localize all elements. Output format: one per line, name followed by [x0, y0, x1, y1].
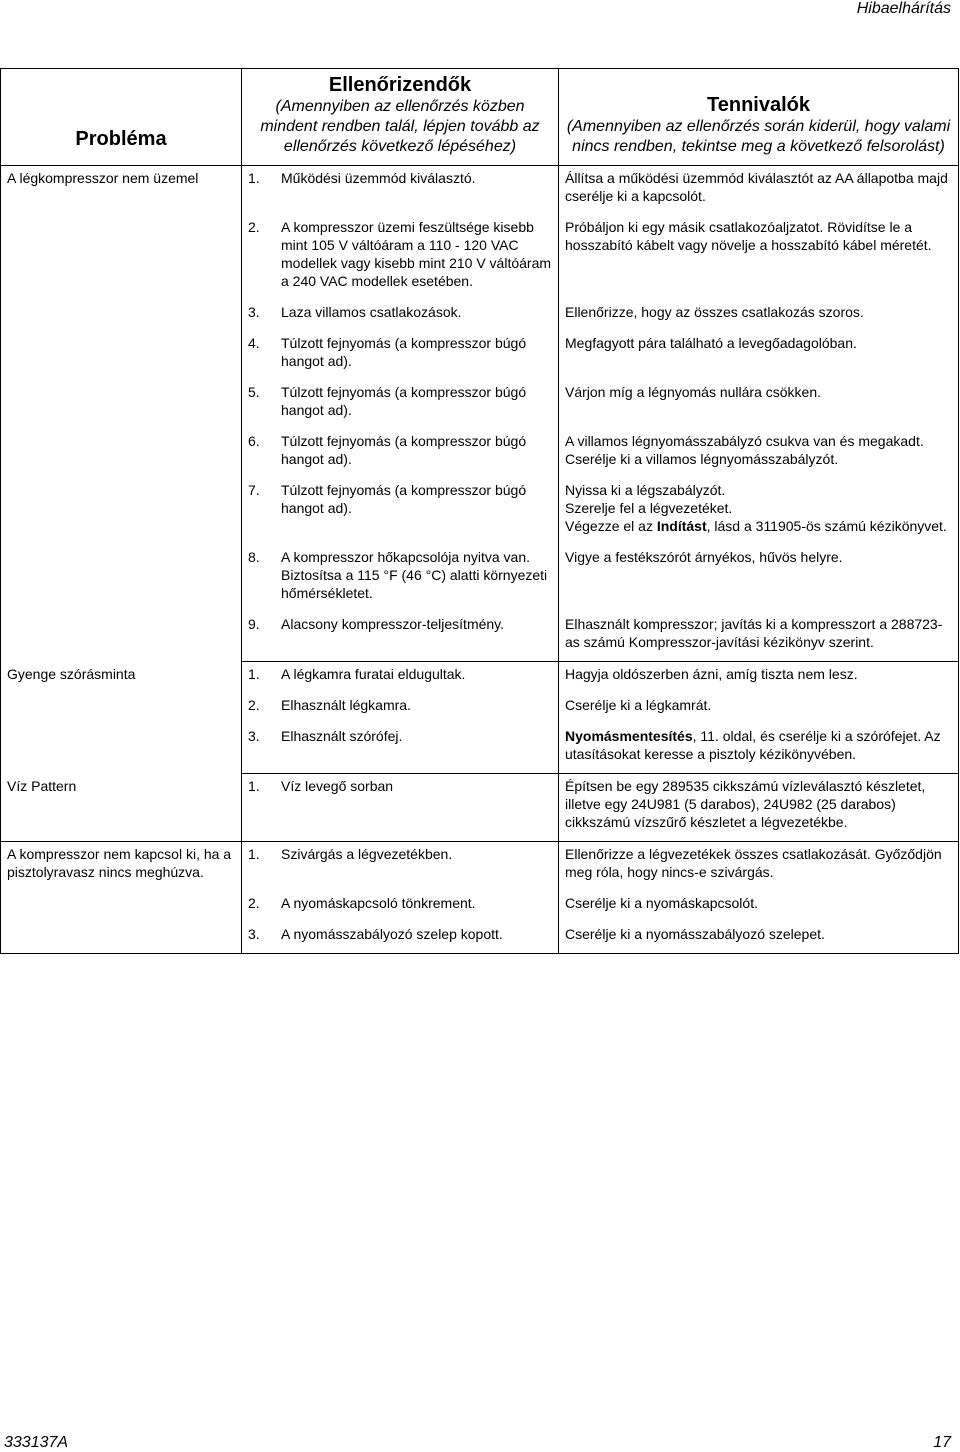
- action-text: Nyissa ki a légszabályzót. Szerelje fel a légvezetéket. Végezze el az: [565, 482, 733, 534]
- action-cell: [559, 662, 959, 694]
- check-item: [248, 334, 552, 370]
- problem-cell: Gyenge szórásminta: [1, 662, 242, 774]
- action-emphasis: Indítást: [656, 518, 707, 534]
- check-cell: [242, 166, 559, 216]
- action-cell: [559, 842, 959, 892]
- check-text: Működési üzemmód kiválasztó.: [281, 170, 476, 186]
- check-item: [248, 481, 552, 517]
- check-number: 1.: [248, 170, 260, 186]
- problem-cell: A kompresszor nem kapcsol ki, ha a pisztolyravasz nincs meghúzva.: [1, 842, 242, 954]
- action-text: , 11. oldal, és cserélje ki a szórófejet. Az utasításokat keresse a pisztoly kézikönyvében.: [565, 728, 941, 762]
- check-text: A kompresszor üzemi feszültsége kisebb mint 105 V váltóáram a 110 - 120 VAC modellek vagy kisebb mint 210 V váltóáram a 240 VAC modellek esetében.: [281, 219, 552, 289]
- action-cell: [559, 891, 959, 922]
- check-cell: [242, 891, 559, 922]
- check-number: 9.: [248, 616, 260, 632]
- check-number: 7.: [248, 482, 260, 498]
- check-text: A légkamra furatai eldugultak.: [281, 666, 466, 682]
- check-item: [248, 845, 552, 863]
- action-text: Megfagyott pára található a levegőadagolóban.: [565, 335, 857, 351]
- check-cell: [242, 724, 559, 774]
- action-text: Ellenőrizze, hogy az összes csatlakozás szoros.: [565, 304, 864, 320]
- action-cell: [559, 545, 959, 612]
- table-row: [1, 842, 959, 892]
- check-text: Elhasznált légkamra.: [281, 697, 411, 713]
- document-number: 333137A: [4, 1434, 69, 1451]
- action-text: Hagyja oldószerben ázni, amíg tiszta nem lesz.: [565, 666, 858, 682]
- check-cell: [242, 774, 559, 842]
- check-header-title: Ellenőrizendők: [328, 74, 472, 96]
- check-text: A nyomáskapcsoló tönkrement.: [281, 895, 476, 911]
- action-cell: [559, 774, 959, 842]
- check-text: Túlzott fejnyomás (a kompresszor búgó hangot ad).: [281, 335, 527, 369]
- check-text: Alacsony kompresszor-teljesítmény.: [281, 616, 505, 632]
- action-cell: [559, 331, 959, 380]
- page-number: 17: [933, 1434, 951, 1451]
- check-number: 4.: [248, 335, 260, 351]
- check-number: 1.: [248, 778, 260, 794]
- check-cell: [242, 545, 559, 612]
- check-number: 3.: [248, 926, 260, 942]
- action-cell: [559, 922, 959, 954]
- check-item: [248, 383, 552, 419]
- section-title: Hibaelhárítás: [856, 0, 951, 17]
- action-text: Vigye a festékszórót árnyékos, hűvös helyre.: [565, 549, 843, 565]
- check-number: 1.: [248, 666, 260, 682]
- check-item: [248, 727, 552, 745]
- action-cell: [559, 429, 959, 478]
- check-number: 3.: [248, 728, 260, 744]
- action-text: Ellenőrizze a légvezetékek összes csatlakozását. Győződjön meg róla, hogy nincs-e szivárgás.: [565, 846, 942, 880]
- check-text: Elhasznált szórófej.: [281, 728, 403, 744]
- action-cell: [559, 215, 959, 300]
- check-text: Túlzott fejnyomás (a kompresszor búgó hangot ad).: [281, 482, 527, 516]
- check-item: [248, 548, 552, 602]
- problem-column-header: [1, 69, 242, 166]
- problem-cell: A légkompresszor nem üzemel: [1, 166, 242, 662]
- check-text: A nyomásszabályozó szelep kopott.: [281, 926, 503, 942]
- check-text: Víz levegő sorban: [281, 778, 394, 794]
- table-header-row: [1, 69, 959, 166]
- check-cell: [242, 662, 559, 694]
- check-item: [248, 665, 552, 683]
- action-text: Építsen be egy 289535 cikkszámú vízleválasztó készletet, illetve egy 24U981 (5 darabos), 24U982 (25 darabos) cikkszámú vízszűrő készletet a légvezetékbe.: [565, 778, 926, 830]
- check-cell: [242, 922, 559, 954]
- check-item: [248, 615, 552, 633]
- check-item: [248, 218, 552, 290]
- check-cell: [242, 842, 559, 892]
- action-emphasis: Nyomásmentesítés: [565, 728, 693, 744]
- check-number: 6.: [248, 433, 260, 449]
- check-item: [248, 696, 552, 714]
- troubleshooting-table: [0, 68, 959, 954]
- check-cell: [242, 300, 559, 331]
- check-text: Túlzott fejnyomás (a kompresszor búgó hangot ad).: [281, 384, 527, 418]
- action-text: Cserélje ki a nyomásszabályozó szelepet.: [565, 926, 825, 942]
- check-item: [248, 303, 552, 321]
- action-cell: [559, 166, 959, 216]
- check-cell: [242, 331, 559, 380]
- check-cell: [242, 215, 559, 300]
- action-text: , lásd a 311905-ös számú kézikönyvet.: [706, 518, 947, 534]
- check-cell: [242, 612, 559, 662]
- action-cell: [559, 693, 959, 724]
- check-number: 1.: [248, 846, 260, 862]
- action-text: Cserélje ki a nyomáskapcsolót.: [565, 895, 758, 911]
- action-header-note: (Amennyiben az ellenőrzés során kiderül, hogy valami nincs rendben, tekintse meg a következő felsorolást): [566, 118, 951, 155]
- action-column-header: [559, 69, 959, 166]
- action-text: Cserélje ki a légkamrát.: [565, 697, 712, 713]
- action-cell: [559, 300, 959, 331]
- check-number: 3.: [248, 304, 260, 320]
- check-cell: [242, 478, 559, 545]
- check-cell: [242, 693, 559, 724]
- check-item: [248, 894, 552, 912]
- check-number: 5.: [248, 384, 260, 400]
- action-text: Próbáljon ki egy másik csatlakozóaljzatot. Rövidítse le a hosszabító kábelt vagy növelje a hosszabító kábel méretét.: [565, 219, 932, 253]
- check-text: Szivárgás a légvezetékben.: [281, 846, 453, 862]
- action-text: A villamos légnyomásszabályzó csukva van és megakadt. Cserélje ki a villamos légnyomásszabályzót.: [565, 433, 924, 467]
- check-text: Laza villamos csatlakozások.: [281, 304, 462, 320]
- table-row: [1, 774, 959, 842]
- check-header-note: (Amennyiben az ellenőrzés közben mindent rendben talál, lépjen tovább az ellenőrzés következő lépéséhez): [260, 98, 540, 155]
- action-header-title: Tennivalók: [707, 94, 810, 116]
- table-row: [1, 662, 959, 694]
- check-number: 2.: [248, 895, 260, 911]
- check-item: [248, 925, 552, 943]
- action-cell: [559, 478, 959, 545]
- check-column-header: [242, 69, 559, 166]
- check-number: 8.: [248, 549, 260, 565]
- check-text: Túlzott fejnyomás (a kompresszor búgó hangot ad).: [281, 433, 527, 467]
- check-item: [248, 777, 552, 795]
- check-item: [248, 169, 552, 187]
- problem-header-title: Probléma: [75, 128, 167, 150]
- check-cell: [242, 380, 559, 429]
- check-text: A kompresszor hőkapcsolója nyitva van. Biztosítsa a 115 °F (46 °C) alatti környezeti hőmérsékletet.: [281, 549, 548, 601]
- action-text: Állítsa a működési üzemmód kiválasztót az AA állapotba majd cserélje ki a kapcsolót.: [565, 170, 948, 204]
- action-cell: [559, 724, 959, 774]
- check-number: 2.: [248, 219, 260, 235]
- action-text: Várjon míg a légnyomás nullára csökken.: [565, 384, 822, 400]
- action-cell: [559, 380, 959, 429]
- action-cell: [559, 612, 959, 662]
- table-row: [1, 166, 959, 216]
- check-item: [248, 432, 552, 468]
- check-cell: [242, 429, 559, 478]
- problem-cell: Víz Pattern: [1, 774, 242, 842]
- check-number: 2.: [248, 697, 260, 713]
- action-text: Elhasznált kompresszor; javítás ki a kompresszort a 288723-as számú Kompresszor-javítási kézikönyv szerint.: [565, 616, 943, 650]
